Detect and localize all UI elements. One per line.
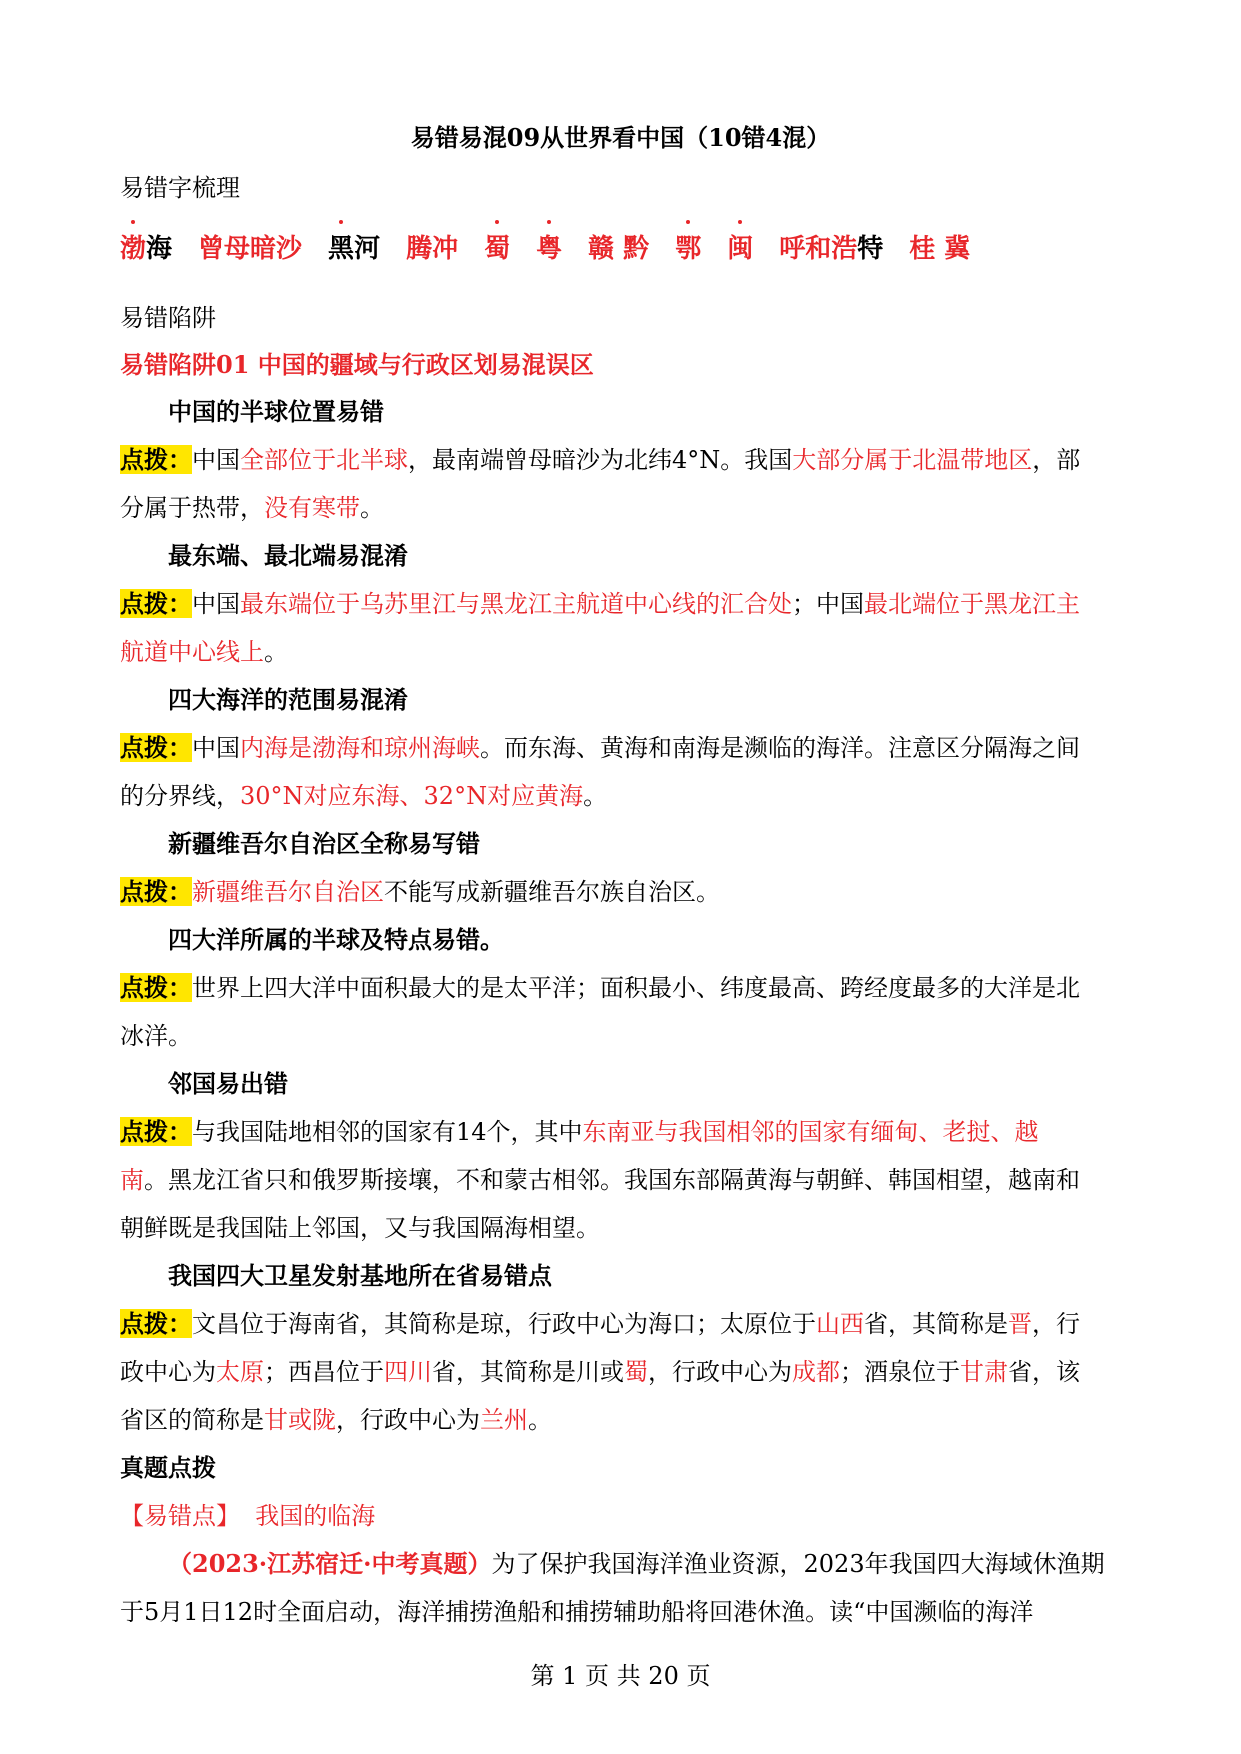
tip-label: 点拨：	[120, 445, 192, 474]
char-group-11: 桂 冀	[909, 234, 971, 264]
char-group-10: 呼和浩特	[779, 234, 884, 264]
char-group-2: 曾母暗沙	[198, 234, 303, 264]
item-line: 朝鲜既是我国陆上邻国，又与我国隔海相望。	[120, 1214, 600, 1242]
item-line: 航道中心线上。	[120, 638, 288, 666]
item-line: 点拨：新疆维吾尔自治区不能写成新疆维吾尔族自治区。	[120, 877, 720, 906]
item-line: 冰洋。	[120, 1022, 192, 1050]
char-group-5: 蜀	[484, 228, 510, 265]
tip-label: 点拨：	[120, 589, 192, 618]
item-heading: 四大洋所属的半球及特点易错。	[168, 925, 504, 954]
item-heading: 邻国易出错	[168, 1069, 288, 1098]
char-group-1: 渤海	[120, 228, 172, 265]
char-group-3: 黑河	[328, 228, 380, 265]
item-heading: 中国的半球位置易错	[168, 397, 384, 426]
item-line: 政中心为太原；西昌位于四川省，其简称是川或蜀，行政中心为成都；酒泉位于甘肃省，该	[120, 1358, 1080, 1386]
item-line: 点拨：中国内海是渤海和琼州海峡。而东海、黄海和南海是濒临的海洋。注意区分隔海之间	[120, 733, 1080, 762]
item-heading: 最东端、最北端易混淆	[168, 541, 408, 570]
item-line: 点拨：中国最东端位于乌苏里江与黑龙江主航道中心线的汇合处；中国最北端位于黑龙江主	[120, 589, 1080, 618]
char-group-9: 闽	[727, 228, 753, 265]
item-line: 南。黑龙江省只和俄罗斯接壤，不和蒙古相邻。我国东部隔黄海与朝鲜、韩国相望，越南和	[120, 1166, 1080, 1194]
tip-label: 点拨：	[120, 1309, 192, 1338]
tip-label: 点拨：	[120, 973, 192, 1002]
item-line: 点拨：文昌位于海南省，其简称是琼，行政中心为海口；太原位于山西省，其简称是晋，行	[120, 1309, 1080, 1338]
char-group-8: 鄂	[675, 228, 701, 265]
char-group-4: 腾冲	[406, 234, 459, 264]
question-source: （2023·江苏宿迁·中考真题）	[168, 1549, 492, 1578]
section-heading-traps: 易错陷阱	[120, 304, 216, 332]
item-heading: 新疆维吾尔自治区全称易写错	[168, 829, 480, 858]
typo-characters-row	[120, 228, 996, 265]
item-line: 点拨：世界上四大洋中面积最大的是太平洋；面积最小、纬度最高、跨经度最多的大洋是北	[120, 973, 1080, 1002]
section-heading-typos: 易错字梳理	[120, 174, 240, 202]
tip-label: 点拨：	[120, 1117, 192, 1146]
item-line: 省区的简称是甘或陇，行政中心为兰州。	[120, 1406, 552, 1434]
tip-label: 点拨：	[120, 733, 192, 762]
item-heading: 四大海洋的范围易混淆	[168, 685, 408, 714]
item-line: 点拨：与我国陆地相邻的国家有14个，其中东南亚与我国相邻的国家有缅甸、老挝、越	[120, 1117, 1039, 1146]
page-title: 易错易混09从世界看中国（10错4混）	[410, 123, 831, 152]
item-line: 分属于热带，没有寒带。	[120, 494, 384, 522]
char-group-6: 粤	[536, 228, 562, 265]
trap-heading: 易错陷阱01 中国的疆域与行政区划易混误区	[120, 350, 594, 379]
item-heading: 我国四大卫星发射基地所在省易错点	[168, 1261, 552, 1290]
error-point-tag: 【易错点】 我国的临海	[120, 1502, 376, 1530]
item-line: 点拨：中国全部位于北半球，最南端曾母暗沙为北纬4°N。我国大部分属于北温带地区，部	[120, 445, 1081, 474]
item-line: 的分界线，30°N对应东海、32°N对应黄海。	[120, 782, 608, 810]
char-group-7: 赣 黔	[588, 234, 650, 264]
page-footer: 第 1 页 共 20 页	[530, 1662, 711, 1690]
section-heading-exam: 真题点拨	[120, 1453, 216, 1482]
question-line: （2023·江苏宿迁·中考真题）为了保护我国海洋渔业资源，2023年我国四大海域休渔期	[168, 1549, 1105, 1578]
question-line: 于5月1日12时全面启动，海洋捕捞渔船和捕捞辅助船将回港休渔。读“中国濒临的海洋	[120, 1598, 1034, 1626]
tip-label: 点拨：	[120, 877, 192, 906]
